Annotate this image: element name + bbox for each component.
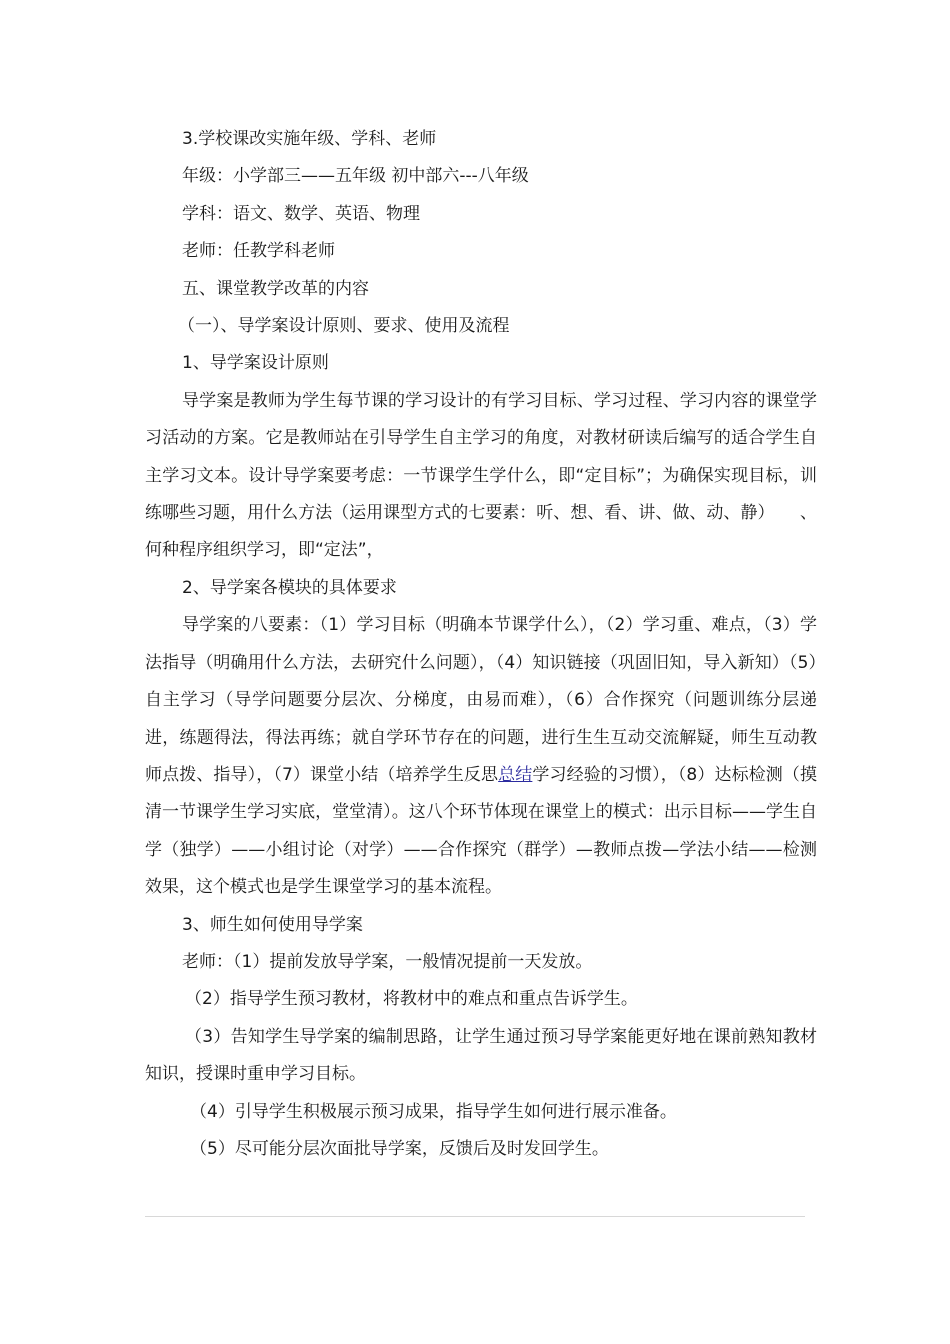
summary-link[interactable]: 总结 <box>498 764 533 785</box>
subsection-heading-guide-plan: （一）、导学案设计原则、要求、使用及流程 <box>178 316 510 337</box>
document-body <box>145 121 817 1168</box>
paragraph-teachers: 老师：任教学科老师 <box>182 241 335 262</box>
list-item-teacher-3: （3）告知学生导学案的编制思路，让学生通过预习导学案能更好地在课前熟知教材知识，授课时重申学习目标。 <box>145 1026 817 1085</box>
paragraph-eight-elements-part-2: 学习经验的习惯），（8）达标检测（摸清一节课学生学习实底，堂堂清）。这八个环节体现在课堂上的模式：出示目标——学生自学（独学）——小组讨论（对学）——合作探究（群学）—教师点拨—学法小结——检测效果，这个模式也是学生课堂学习的基本流程。 <box>145 764 817 898</box>
heading-implementation-scope: 3.学校课改实施年级、学科、老师 <box>182 129 437 149</box>
section-heading-reform-content: 五、课堂教学改革的内容 <box>182 278 369 299</box>
paragraph-eight-elements-part-1: 导学案的八要素：（1）学习目标（明确本节课学什么），（2）学习重、难点，（3）学法指导（明确用什么方法，去研究什么问题），（4）知识链接（巩固旧知，导入新知）（5）自主学习（导学问题要分层次、分梯度，由易而难），（6）合作探究（问题训练分层递进，练题得法，得法再练；就自学环节存在的问题，进行生生互动交流解疑，师生互动教师点拨、指导），（7）课堂小结（培养学生反思 <box>145 615 817 785</box>
page-divider <box>145 1216 805 1217</box>
paragraph-grades: 年级：小学部三——五年级 初中部六---八年级 <box>182 166 529 187</box>
heading-module-requirements: 2、导学案各模块的具体要求 <box>182 577 397 598</box>
paragraph-design-principles: 导学案是教师为学生每节课的学习设计的有学习目标、学习过程、学习内容的课堂学习活动的方案。它是教师站在引导学生自主学习的角度，对教材研读后编写的适合学生自主学习文本。设计导学案要考虑：一节课学生学什么，即“定目标”；为确保实现目标，训练哪些习题，用什么方法（运用课型方式的七要素：听、想、看、讲、做、动、静） 、何种程序组织学习，即“定法”， <box>145 390 817 561</box>
heading-design-principles: 1、导学案设计原则 <box>182 353 329 374</box>
heading-how-to-use: 3、师生如何使用导学案 <box>182 914 363 935</box>
paragraph-eight-elements <box>145 607 817 906</box>
list-item-teacher-4: （4）引导学生积极展示预习成果，指导学生如何进行展示准备。 <box>190 1101 677 1122</box>
paragraph-subjects: 学科：语文、数学、英语、物理 <box>182 203 420 224</box>
list-item-teacher-5: （5）尽可能分层次面批导学案，反馈后及时发回学生。 <box>190 1138 609 1159</box>
list-item-teacher-2: （2）指导学生预习教材，将教材中的难点和重点告诉学生。 <box>185 989 638 1010</box>
list-item-teacher-1: 老师：（1）提前发放导学案，一般情况提前一天发放。 <box>182 951 593 972</box>
